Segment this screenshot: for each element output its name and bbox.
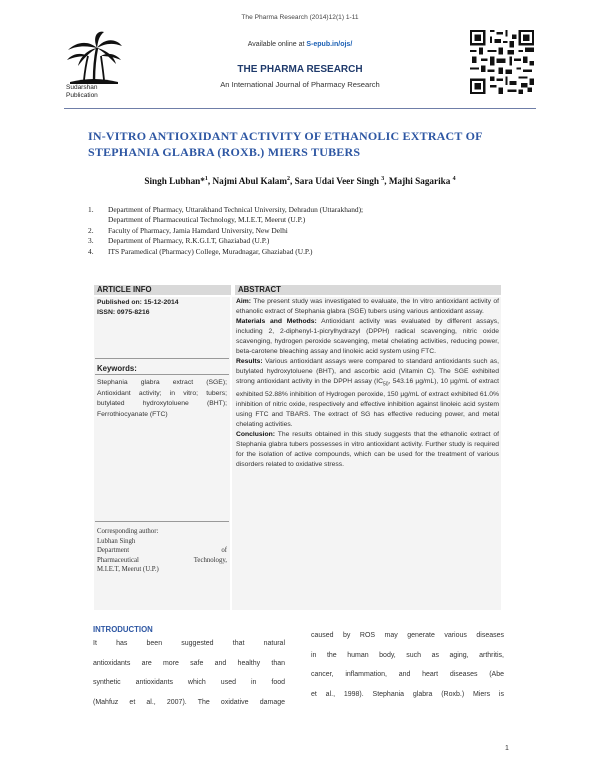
- corresponding-dept-line1: Department of: [97, 547, 227, 555]
- intro-line: in the human body, such as aging, arthritis,: [311, 651, 504, 659]
- aim-text: The present study was investigated to evaluate, the In vitro antioxidant activity of ethanolic extract of Stephania glabra (SGE) tubers using various antioxidant assay.: [236, 298, 499, 316]
- affiliation-number: 2.: [88, 225, 94, 235]
- results-text-cont: , 543.16 µg/mL), 10 µg/mL of extract exhibited 52.88% inhibition of Hydrogen peroxide, 150 µg/mL of extract exhibited 61.0% inhibition of nitric oxide, respectively and effective inhibition against linoleic acid system using FTC and TBARS. The extract of SG has effective reducing power, and metal chelating activities.: [236, 378, 499, 428]
- affiliation-number: [88, 215, 108, 225]
- abstract-methods: [236, 317, 499, 357]
- corresponding-divider: [95, 521, 229, 522]
- results-label: Results:: [236, 358, 263, 366]
- methods-label: Materials and Methods:: [236, 318, 317, 326]
- author-name: Najmi Abul Kalam: [212, 176, 288, 187]
- intro-line: It has been suggested that natural: [93, 640, 285, 647]
- author-separator: ,: [207, 176, 213, 187]
- article-title: [88, 129, 528, 160]
- intro-line: et al., 1998). Stephania glabra (Roxb.) Miers is: [311, 690, 504, 698]
- results-subscript: 50: [383, 381, 389, 388]
- affiliation-text: Department of Pharmacy, Uttarakhand Technical University, Dehradun (Uttarakhand);: [108, 205, 364, 214]
- aim-label: Aim:: [236, 298, 251, 305]
- author-separator: ,: [384, 176, 389, 187]
- conclusion-text: The results obtained in this study suggests that the ethanolic extract of Stephania glabra tubers possesses in vitro antioxidant activity. Further study is required for the isolation of active compounds, which can be used for the treatment of various disorders related to oxidative stress.: [236, 430, 499, 469]
- journal-subtitle: An International Journal of Pharmacy Research: [220, 80, 380, 89]
- corresponding-name: Lubhan Singh: [97, 537, 136, 545]
- author-affil-sup: 1: [204, 176, 208, 182]
- affiliation-number: 3.: [88, 236, 94, 246]
- introduction-left-column: [93, 634, 285, 712]
- affiliation-list: [88, 205, 363, 257]
- author-name: Sara Udai Veer Singh: [294, 176, 382, 187]
- corresponding-author: [97, 527, 227, 575]
- introduction-heading: INTRODUCTION: [93, 625, 153, 634]
- issn: ISSN: 0975-8216: [97, 309, 150, 316]
- affiliation-text: Faculty of Pharmacy, Jamia Hamdard University, New Delhi: [108, 225, 288, 235]
- affiliation-number: 1.: [88, 205, 94, 214]
- keywords-text: Stephania glabra extract (SGE); Antioxidant activity; in vitro; tubers; butylated hydroxytoluene (BHT); Ferrothiocyanate (FTC): [97, 379, 227, 418]
- header-divider: [64, 108, 536, 109]
- keywords-heading: Keywords:: [97, 364, 137, 373]
- affiliation-item: [88, 236, 363, 246]
- author-list: [0, 176, 600, 186]
- author-affil-sup: 4: [452, 176, 456, 182]
- abstract-heading: ABSTRACT: [235, 285, 501, 295]
- intro-line: (Mahfuz et al., 2007). The oxidative damage: [93, 698, 285, 706]
- affiliation-item: [88, 205, 363, 215]
- corresponding-dept-line3: M.I.E.T, Meerut (U.P.): [97, 566, 159, 574]
- affiliation-item: [88, 247, 363, 257]
- abstract-results: [236, 357, 499, 430]
- info-header-row: [94, 285, 501, 295]
- article-title-line1: IN-VITRO ANTIOXIDANT ACTIVITY OF ETHANOLIC EXTRACT OF: [88, 129, 483, 143]
- author-name: Singh Lubhan*: [144, 176, 205, 187]
- affiliation-text: Department of Pharmaceutical Technology, M.I.E.T, Meerut (U.P.): [108, 215, 306, 225]
- results-text: Various antioxidant assays were compared to standard antioxidants such as, butylated hydroxytoluene (BHT), and ascorbic acid (Vitamin C). The SGE exhibited strong antioxidant activity in the DPPH assay (IC: [236, 358, 499, 386]
- keywords-divider-bottom: [95, 374, 229, 375]
- affiliation-item: [88, 226, 363, 236]
- abstract-conclusion: [236, 430, 499, 470]
- publication-info: [97, 298, 179, 318]
- page-number: 1: [505, 745, 509, 752]
- corresponding-dept-line2: Pharmaceutical Technology,: [97, 556, 227, 564]
- introduction-right-column: [311, 626, 504, 704]
- author-affil-sup: 2: [287, 176, 291, 182]
- conclusion-label: Conclusion:: [236, 430, 275, 438]
- publisher-name-line2: Publication: [66, 92, 98, 99]
- article-title-line2: STEPHANIA GLABRA (ROXB.) MIERS TUBERS: [88, 144, 361, 159]
- corresponding-heading: Corresponding author:: [97, 528, 159, 535]
- intro-line: synthetic antioxidants which used in food: [93, 679, 285, 686]
- publisher-name-line1: Sudarshan: [66, 84, 98, 91]
- intro-line: caused by ROS may generate various diseases: [311, 632, 504, 639]
- article-info-heading: ARTICLE INFO: [94, 285, 231, 295]
- author-separator: ,: [290, 176, 295, 187]
- abstract-body: [236, 297, 499, 470]
- qr-code-icon: [470, 30, 534, 94]
- affiliation-text: Department of Pharmacy, R.K.G.I.T, Ghaziabad (U.P.): [108, 236, 270, 246]
- journal-link[interactable]: S-epub.in/ojs/: [306, 41, 353, 48]
- methods-text: Antioxidant activity was evaluated by different assays, including 2, 2-diphenyl-1-picrylhydrazyl (DPPH) radical scavenging, nitric oxide scavenging, hydrogen peroxide scavenging, metal chelating activities, reducing power, beta-carotene bleaching assay and linoleic acid system using FTC.: [236, 318, 500, 356]
- journal-title: THE PHARMA RESEARCH: [237, 64, 363, 75]
- keywords-divider: [95, 358, 229, 359]
- published-date: Published on: 15-12-2014: [97, 299, 179, 306]
- intro-line: cancer, inflammation, and heart diseases (Abe: [311, 671, 504, 678]
- running-head: The Pharma Research (2014)12(1) 1-11: [241, 14, 359, 21]
- affiliation-number: 4.: [88, 246, 94, 256]
- intro-line: antioxidants are more safe and healthy than: [93, 659, 285, 667]
- author-affil-sup: 3: [381, 176, 385, 182]
- author-name: Majhi Sagarika: [388, 176, 453, 187]
- affiliation-text: ITS Paramedical (Pharmacy) College, Muradnagar, Ghaziabad (U.P.): [108, 246, 313, 256]
- affiliation-item: [88, 215, 363, 225]
- availability-prefix: Available online at: [247, 41, 307, 48]
- abstract-aim: [236, 297, 499, 317]
